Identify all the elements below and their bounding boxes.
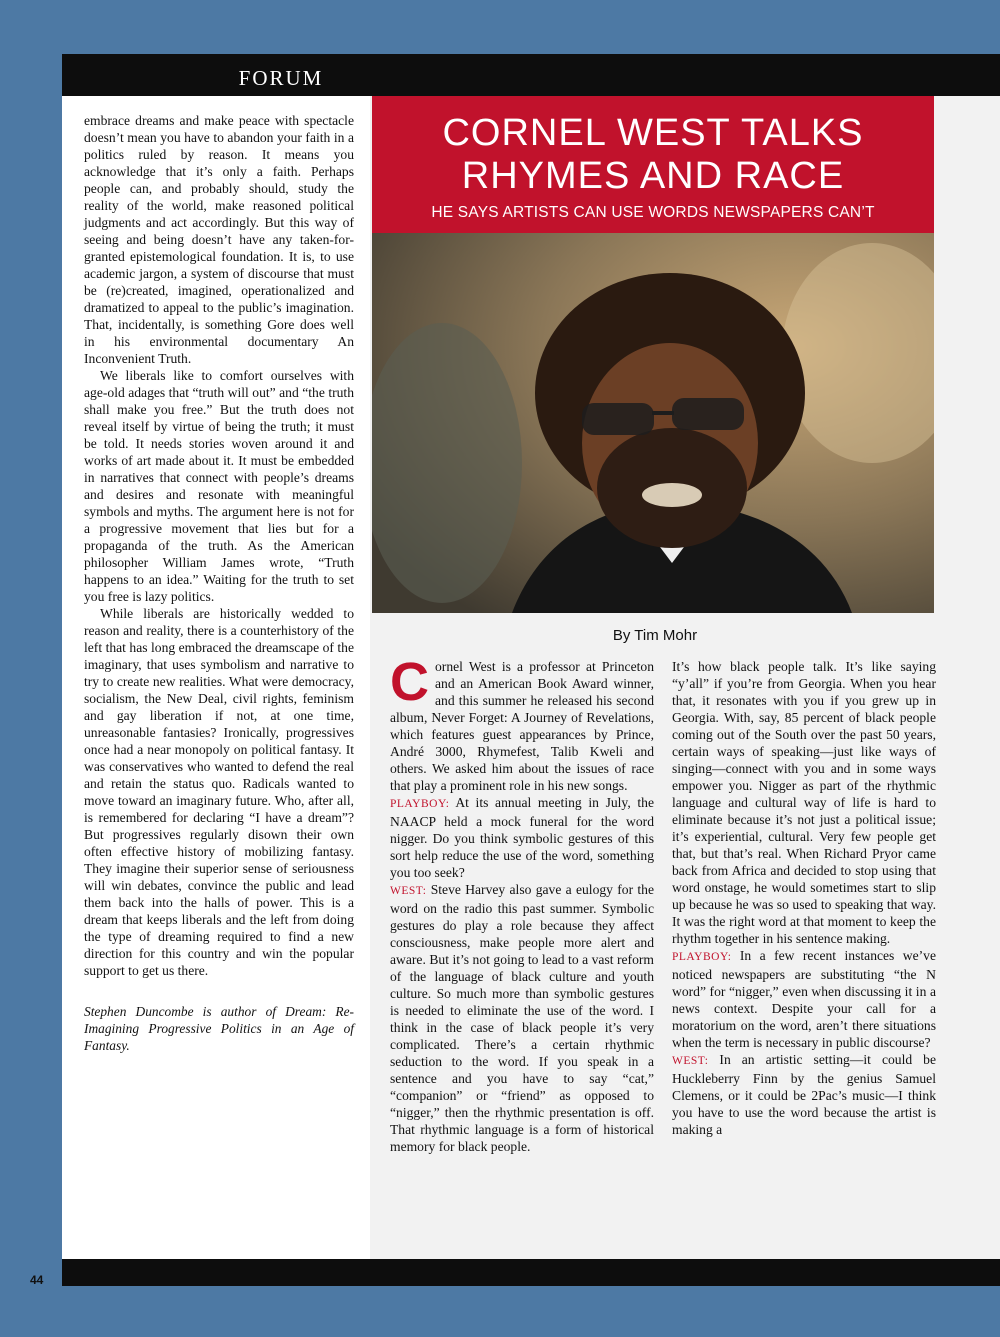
headline-line-1: CORNEL WEST TALKS [442, 112, 864, 154]
question-1-text: At its annual meeting in July, the NAACP held a mock funeral for the word nigger. Do you think symbolic gestures of this sort help reduce the use of the word, something you too seek? [390, 795, 654, 880]
author-bio: Stephen Duncombe is author of Dream: Re-Imagining Progressive Politics in an Age of Fantasy. [84, 1004, 354, 1053]
article-area [370, 96, 1000, 1259]
left-paragraph-3: While liberals are historically wedded to reason and reality, there is a counterhistory of the left that has long embraced the dreamscape of the imaginary, that uses symbolism and narrative to try to create new realities. What were democracy, socialism, the New Deal, civil rights, feminism and gay liberation if not, at one time, unreasonable fantasies? Ironically, progressives once had a near monopoly on political fantasy. It was conservatives who wanted to defend the real and retain the status quo. Radicals wanted to move toward an imaginary future. Who, after all, is remembered for declaring “I have a dream”? But progressives regularly disown their own often effective history of mobilizing fantasy. They imagine their superior sense of seriousness will win debates, convince the public and lead them back into the halls of power. This is a dream that keeps liberals and the left from doing the type of dreaming required to find a new direction for this country and win the popular support to get us there. [84, 606, 354, 978]
question-2-text: In a few recent instances we’ve noticed newspapers are substituting “the N word” for “nigger,” even when discussing it in a news context. Despite your call for a moratorium on the word, aren’t there situations when the term is necessary in public discourse? [672, 948, 936, 1050]
portrait-photo [372, 233, 934, 613]
article-column-2 [672, 658, 936, 1138]
intro-paragraph [390, 652, 654, 794]
question-1 [390, 794, 654, 881]
answer-1-text: Steve Harvey also gave a eulogy for the word on the radio this past summer. Symbolic gestures do play a role because they affect consciousness, make people more alert and aware. But it’s not going to lead to a vast reform of the language of black culture and youth culture. So much more than symbolic gestures is needed to eliminate the use of the word. I think in the case of black people it’s very complicated. There’s a certain rhythmic seduction to the word. If you speak in a sentence and you have to say “cat,” “companion” or “friend” as opposed to “nigger,” then the rhythmic presentation is off. That rhythmic language is a form of historical memory for black people. [390, 882, 654, 1154]
deck: HE SAYS ARTISTS CAN USE WORDS NEWSPAPERS CAN’T [431, 204, 875, 221]
left-paragraph-1: embrace dreams and make peace with spectacle doesn’t mean you have to abandon your faith in a politics ruled by reason. It means you acknowledge that it’s only a faith. Perhaps people can, and probably should, study the reality of the world, make reasoned political judgments and act accordingly. But this way of seeing and being doesn’t have any taken-for-granted epistemological foundation. It is, to use academic jargon, a system of discourse that must be (re)created, imagined, operationalized and dramatized to appeal to the public’s imagination. That, incidentally, is something Gore does well in his environmental documentary An Inconvenient Truth. [84, 113, 354, 366]
left-column [62, 96, 370, 1259]
speaker-label: WEST: [390, 885, 427, 897]
answer-2 [672, 1051, 936, 1138]
answer-2-text: In an artistic setting—it could be Huckleberry Finn by the genius Samuel Clemens, or it could be 2Pac’s music—I think you have to use the word because the artist is making a [672, 1052, 936, 1137]
section-label: FORUM [238, 66, 324, 90]
drop-cap: C [390, 652, 429, 712]
speaker-label: PLAYBOY: [390, 798, 450, 810]
page-number: 44 [30, 1273, 44, 1287]
answer-1 [390, 881, 654, 1155]
section-header-bar [62, 54, 1000, 96]
footer-bar [62, 1259, 1000, 1286]
answer-1-continued: It’s how black people talk. It’s like saying “y’all” if you’re from Georgia. When you hear that, it resonates with you if you grew up in Georgia. With, say, 85 percent of black people coming out of the South over the past 50 years, certain ways of speaking—just like ways of singing—connect with you and in some ways empower you. Nigger as part of the rhythmic language and cultural way of life is hard to eliminate because it’s not just a political issue; it’s experiential, cultural. Very few people get that, but that’s real. When Richard Pryor came back from Africa and decided to stop using that word onstage, he would sometimes start to slip up because he was so used to speaking that way. It was the right word at that moment to keep the rhythm together in his sentence making. [672, 659, 936, 946]
speaker-label: WEST: [672, 1055, 709, 1067]
left-column-text [84, 112, 354, 1054]
intro-text: ornel West is a professor at Princeton and an American Book Award winner, and this summer he released his second album, Never Forget: A Journey of Revelations, which features guest appearances by Prince, André 3000, Rhymefest, Talib Kweli and others. We asked him about the issues of race that play a prominent role in his new songs. [390, 659, 654, 793]
headline-band [372, 96, 934, 233]
headline [372, 112, 934, 198]
left-paragraph-2: We liberals like to comfort ourselves with age-old adages that “truth will out” and “the truth shall make you free.” But the truth does not reveal itself by virtue of being the truth; it must be told. It needs stories woven around it and works of art made about it. It must be embedded in narratives that connect with people’s dreams and desires and resonate with meaningful symbols and myths. The argument here is not for a progressive movement that lies but for a propaganda of the truth. As the American philosopher William James wrote, “Truth happens to an idea.” Waiting for the truth to set you free is lazy politics. [84, 368, 354, 604]
question-2 [672, 947, 936, 1051]
headline-line-2: RHYMES AND RACE [461, 155, 845, 197]
article-column-1 [390, 652, 654, 1155]
speaker-label: PLAYBOY: [672, 951, 732, 963]
byline: By Tim Mohr [612, 627, 698, 644]
